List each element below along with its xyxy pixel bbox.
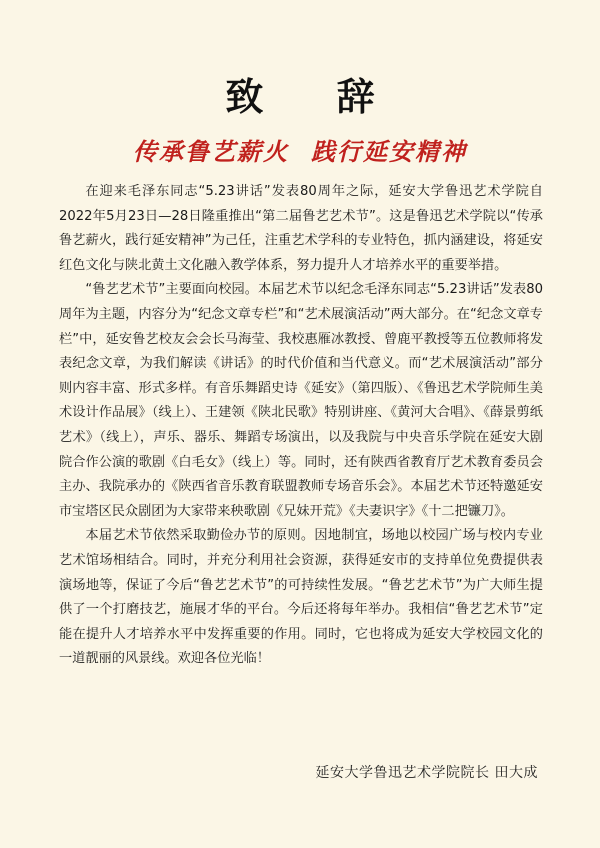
paragraph-2: “鲁艺艺术节”主要面向校园。本届艺术节以纪念毛泽东同志“5.23讲话”发表80周年为主题，内容分为“纪念文章专栏”和“艺术展演活动”两大部分。在“纪念文章专栏”中，延安鲁艺校友会会长马海莹、我校惠雁冰教授、曾鹿平教授等五位教师将发表纪念文章，为我们解读《讲话》的时代价值和当代意义。而“艺术展演活动”部分则内容丰富、形式多样。有音乐舞蹈史诗《延安》（第四版）、《鲁迅艺术学院师生美术设计作品展》（线上）、王建领《陕北民歌》特别讲座、《黄河大合唱》、《薛景剪纸艺术》（线上），声乐、器乐、舞蹈专场演出，以及我院与中央音乐学院在延安大剧院合作公演的歌剧《白毛女》（线上）等。同时，还有陕西省教育厅艺术教育委员会主办、我院承办的《陕西省音乐教育联盟教师专场音乐会》。本届艺术节还特邀延安市宝塔区民众剧团为大家带来秧歌剧《兄妹开荒》《夫妻识字》《十二把镰刀》。 bbox=[59, 282, 543, 519]
signature: 延安大学鲁迅艺术学院院长 田大成 bbox=[315, 765, 538, 781]
page-subtitle bbox=[0, 132, 600, 167]
paragraph-1: 在迎来毛泽东同志“5.23讲话”发表80周年之际，延安大学鲁迅艺术学院自2022年5月23日—28日隆重推出“第二届鲁艺艺术节”。这是鲁迅艺术学院以“传承鲁艺薪火，践行延安精神”为己任，注重艺术学科的专业特色，抓内涵建设，将延安红色文化与陕北黄土文化融入教学体系，努力提升人才培养水平的重要举措。 bbox=[59, 184, 543, 273]
subtitle-part-1: 传承鲁艺薪火 bbox=[133, 137, 289, 166]
page-title: 致 辞 bbox=[225, 74, 405, 119]
speech-body bbox=[59, 180, 543, 672]
subtitle-part-2: 践行延安精神 bbox=[311, 137, 467, 166]
paragraph-3: 本届艺术节依然采取勤俭办节的原则。因地制宜，场地以校园广场与校内专业艺术馆场相结合。同时，并充分利用社会资源，获得延安市的支持单位免费提供表演场地等，保证了今后“鲁艺艺术节”的可持续性发展。“鲁艺艺术节”为广大师生提供了一个打磨技艺，施展才华的平台。今后还将每年举办。我相信“鲁艺艺术节”定能在提升人才培养水平中发挥重要的作用。同时，它也将成为延安大学校园文化的一道靓丽的风景线。欢迎各位光临！ bbox=[59, 528, 543, 667]
